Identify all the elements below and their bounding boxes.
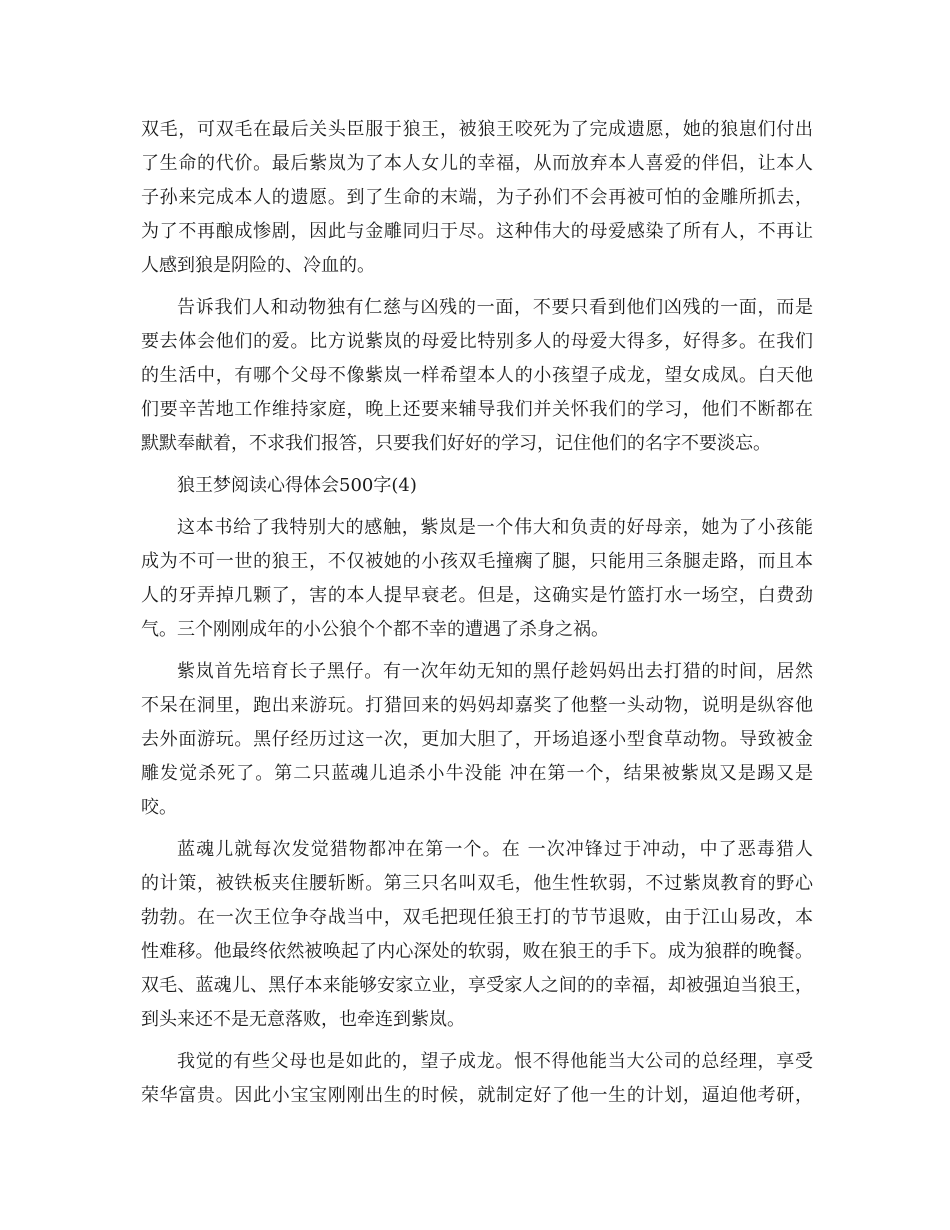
text-line: 双毛、蓝魂儿、黑仔本来能够安家立业，享受家人之间的的幸福，却被强迫当狼王，: [141, 975, 813, 996]
text-line: 不呆在洞里，跑出来游玩。打猎回来的妈妈却嘉奖了他整一头动物，说明是纵容他: [141, 695, 813, 716]
text-line: 蓝魂儿就每次发觉猎物都冲在第一个。在 一次冲锋过于冲动，中了恶毒猎人: [177, 839, 813, 860]
text-line: 到头来还不是无意落败，也牵连到紫岚。: [141, 1009, 465, 1030]
text-line: 的计策，被铁板夹住腰斩断。第三只名叫双毛，他生性软弱，不过紫岚教育的野心: [141, 873, 813, 894]
text-line: 成为不可一世的狼王，不仅被她的小孩双毛撞瘸了腿，只能用三条腿走路，而且本: [141, 551, 813, 572]
text-line: 去外面游玩。黑仔经历过这一次，更加大胆了，开场追逐小型食草动物。导致被金: [141, 729, 813, 750]
paragraph: [141, 833, 813, 1037]
document-body: [141, 113, 813, 1113]
text-line: 雕发觉杀死了。第二只蓝魂儿追杀小牛没能 冲在第一个，结果被紫岚又是踢又是: [141, 763, 813, 784]
text-line: 气。三个刚刚成年的小公狼个个都不幸的遭遇了杀身之祸。: [141, 619, 609, 640]
text-line: 性难移。他最终依然被唤起了内心深处的软弱，败在狼王的手下。成为狼群的晚餐。: [141, 941, 813, 962]
text-line: 为了不再酿成惨剧，因此与金雕同归于尽。这种伟大的母爱感染了所有人，不再让: [141, 221, 813, 242]
text-line: 紫岚首先培育长子黑仔。有一次年幼无知的黑仔趁妈妈出去打猎的时间，居然: [177, 661, 813, 682]
heading-line: 狼王梦阅读心得体会500字(4): [177, 475, 417, 496]
text-line: 了生命的代价。最后紫岚为了本人女儿的幸福，从而放弃本人喜爱的伴侣，让本人: [141, 153, 813, 174]
text-line: 默默奉献着，不求我们报答，只要我们好好的学习，记住他们的名字不要淡忘。: [141, 433, 771, 454]
text-line: 人感到狼是阴险的、冷血的。: [141, 255, 375, 276]
text-line: 人的牙弄掉几颗了，害的本人提早衰老。但是，这确实是竹篮打水一场空，白费劲: [141, 585, 813, 606]
paragraph: [141, 511, 813, 647]
paragraph: [141, 113, 813, 283]
text-line: 咬。: [141, 797, 177, 818]
paragraph: [141, 655, 813, 825]
paragraph: [141, 291, 813, 461]
text-line: 子孙来完成本人的遗愿。到了生命的末端，为子孙们不会再被可怕的金雕所抓去，: [141, 187, 813, 208]
text-line: 我觉的有些父母也是如此的，望子成龙。恨不得他能当大公司的总经理，享受: [177, 1051, 813, 1072]
text-line: 这本书给了我特别大的感触，紫岚是一个伟大和负责的好母亲，她为了小孩能: [177, 517, 813, 538]
text-line: 告诉我们人和动物独有仁慈与凶残的一面，不要只看到他们凶残的一面，而是: [177, 297, 813, 318]
text-line: 双毛，可双毛在最后关头臣服于狼王，被狼王咬死为了完成遗愿，她的狼崽们付出: [141, 119, 813, 140]
section-heading: [141, 469, 813, 503]
paragraph: [141, 1045, 813, 1113]
text-line: 们要辛苦地工作维持家庭，晚上还要来辅导我们并关怀我们的学习，他们不断都在: [141, 399, 813, 420]
text-line: 要去体会他们的爱。比方说紫岚的母爱比特别多人的母爱大得多，好得多。在我们: [141, 331, 813, 352]
text-line: 荣华富贵。因此小宝宝刚刚出生的时候，就制定好了他一生的计划，逼迫他考研，: [141, 1085, 813, 1106]
text-line: 勃勃。在一次王位争夺战当中，双毛把现任狼王打的节节退败，由于江山易改，本: [141, 907, 813, 928]
text-line: 的生活中，有哪个父母不像紫岚一样希望本人的小孩望子成龙，望女成凤。白天他: [141, 365, 813, 386]
